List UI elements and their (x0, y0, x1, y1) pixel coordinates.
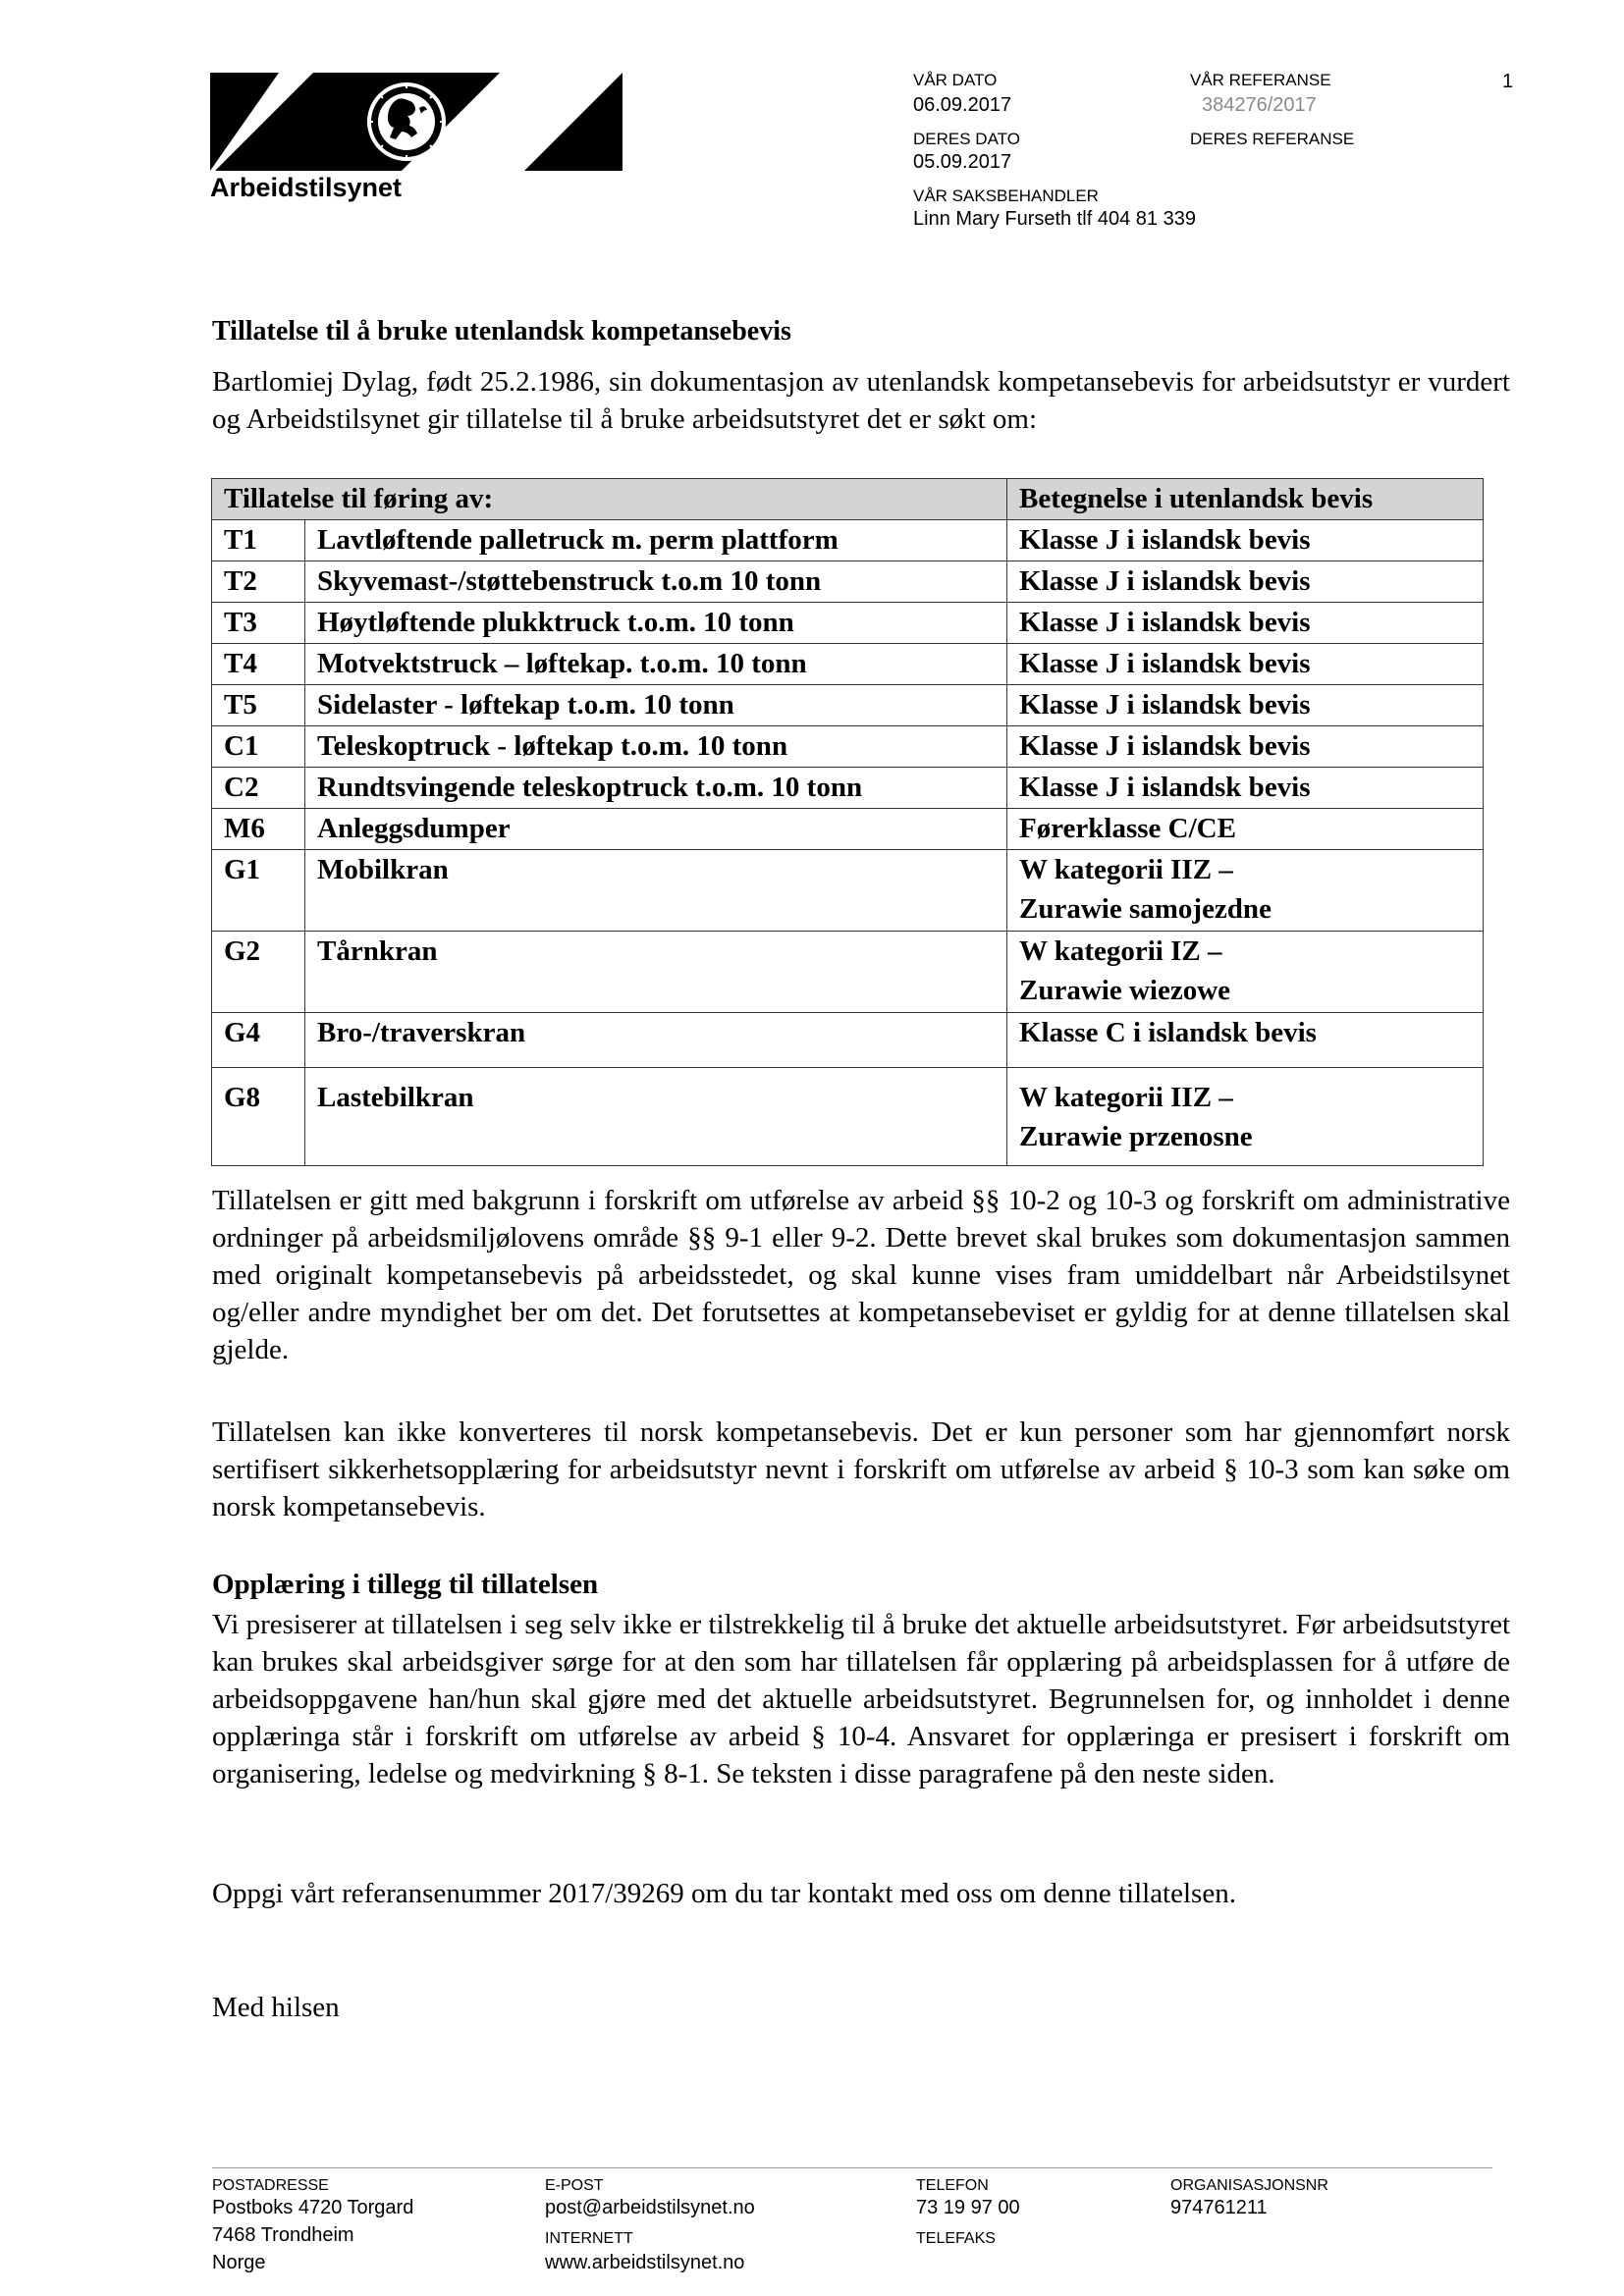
website-label: INTERNETT (545, 2230, 633, 2247)
equipment-description: Bro-/traverskran (305, 1013, 1007, 1068)
arbeidstilsynet-logo (210, 73, 623, 171)
table-row (212, 932, 1484, 1013)
certificate-line: Klasse J i islandsk bevis (1019, 772, 1311, 803)
our-date-label: VÅR DATO (913, 71, 998, 89)
equipment-code: M6 (212, 809, 305, 850)
equipment-description: Motvektstruck – løftekap. t.o.m. 10 tonn (305, 644, 1007, 685)
table-row (212, 603, 1484, 644)
table-row (212, 1013, 1484, 1068)
equipment-code: G4 (212, 1013, 305, 1068)
postal-address-label: POSTADRESSE (212, 2177, 329, 2194)
certificate-line: Klasse J i islandsk bevis (1019, 689, 1311, 721)
permit-table (211, 478, 1484, 1166)
page-number: 1 (1502, 71, 1514, 92)
equipment-description: Skyvemast-/støttebenstruck t.o.m 10 tonn (305, 561, 1007, 603)
equipment-description: Tårnkran (305, 932, 1007, 1013)
fax-label: TELEFAKS (916, 2230, 996, 2247)
legal-basis-paragraph: Tillatelsen er gitt med bakgrunn i forskrift om utførelse av arbeid §§ 10-2 og 10-3 og forskrift om administrative ordninger på arbeidsmiljølovens område §§ 9-1 eller 9-2. Dette brevet skal brukes som dokumentasjon sammen med originalt kompetansebevis på arbeidsstedet, og skal kunne vises fram umiddelbart når Arbeidstilsynet og/eller andre myndighet ber om det. Det forutsettes at kompetansebeviset er gyldig for at denne tillatelsen skal gjelde. (212, 1185, 1510, 1365)
table-row (212, 644, 1484, 685)
closing-greeting: Med hilsen (212, 1992, 340, 2023)
foreign-certificate (1007, 768, 1484, 809)
certificate-line: W kategorii IIZ – (1019, 854, 1233, 885)
postal-address-line: 7468 Trondheim (212, 2224, 354, 2246)
case-officer: Linn Mary Furseth tlf 404 81 339 (913, 208, 1196, 230)
table-row (212, 685, 1484, 726)
case-officer-label: VÅR SAKSBEHANDLER (913, 187, 1099, 205)
certificate-line: W kategorii IZ – (1019, 935, 1222, 967)
our-reference-label: VÅR REFERANSE (1190, 71, 1331, 89)
table-header-foreign-cert: Betegnelse i utenlandsk bevis (1007, 479, 1484, 520)
equipment-code: G8 (212, 1068, 305, 1166)
postal-address-line: Postboks 4720 Torgard (212, 2197, 414, 2218)
equipment-code: G2 (212, 932, 305, 1013)
our-reference: 384276/2017 (1202, 94, 1317, 116)
table-row (212, 809, 1484, 850)
certificate-line: Zurawie samojezdne (1019, 893, 1272, 925)
certificate-line: Førerklasse C/CE (1019, 813, 1236, 844)
equipment-code: T5 (212, 685, 305, 726)
certificate-line: Zurawie wiezowe (1019, 975, 1231, 1006)
foreign-certificate (1007, 520, 1484, 561)
equipment-description: Teleskoptruck - løftekap t.o.m. 10 tonn (305, 726, 1007, 768)
certificate-line: Klasse J i islandsk bevis (1019, 648, 1311, 679)
certificate-line: W kategorii IIZ – (1019, 1082, 1233, 1113)
certificate-line: Klasse C i islandsk bevis (1019, 1017, 1317, 1048)
email-link[interactable]: post@arbeidstilsynet.no (545, 2197, 755, 2218)
equipment-description: Mobilkran (305, 850, 1007, 932)
org-number-label: ORGANISASJONSNR (1170, 2177, 1328, 2194)
reference-paragraph: Oppgi vårt referansenummer 2017/39269 om du tar kontakt med oss om denne tillatelsen. (212, 1878, 1236, 1909)
letter-title: Tillatelse til å bruke utenlandsk kompetansebevis (212, 316, 791, 347)
certificate-line: Klasse J i islandsk bevis (1019, 730, 1311, 762)
phone-label: TELEFON (916, 2177, 989, 2194)
foreign-certificate (1007, 685, 1484, 726)
foreign-certificate (1007, 561, 1484, 603)
equipment-code: T4 (212, 644, 305, 685)
your-reference-label: DERES REFERANSE (1190, 130, 1355, 148)
equipment-code: T1 (212, 520, 305, 561)
equipment-description: Lavtløftende palletruck m. perm plattform (305, 520, 1007, 561)
table-row (212, 520, 1484, 561)
table-row (212, 768, 1484, 809)
table-row (212, 726, 1484, 768)
certificate-line: Klasse J i islandsk bevis (1019, 565, 1311, 597)
table-header-row (212, 479, 1484, 520)
your-date-label: DERES DATO (913, 130, 1020, 148)
foreign-certificate (1007, 726, 1484, 768)
org-name: Arbeidstilsynet (210, 173, 403, 202)
foreign-certificate (1007, 932, 1484, 1013)
equipment-code: C2 (212, 768, 305, 809)
certificate-line: Klasse J i islandsk bevis (1019, 607, 1311, 638)
equipment-code: T3 (212, 603, 305, 644)
foreign-certificate (1007, 644, 1484, 685)
table-header-permit: Tillatelse til føring av: (212, 479, 1007, 520)
equipment-description: Anleggsdumper (305, 809, 1007, 850)
conversion-paragraph: Tillatelsen kan ikke konverteres til norsk kompetansebevis. Det er kun personer som har gjennomført norsk sertifisert sikkerhetsopplæring for arbeidsutstyr nevnt i forskrift om utførelse av arbeid § 10-3 som kan søke om norsk kompetansebevis. (212, 1416, 1510, 1522)
foreign-certificate (1007, 1013, 1484, 1068)
certificate-line: Klasse J i islandsk bevis (1019, 524, 1311, 556)
equipment-code: C1 (212, 726, 305, 768)
your-date: 05.09.2017 (913, 151, 1012, 173)
website-link[interactable]: www.arbeidstilsynet.no (545, 2252, 745, 2273)
phone-number: 73 19 97 00 (916, 2197, 1020, 2218)
email-label: E-POST (545, 2177, 604, 2194)
table-row (212, 1068, 1484, 1166)
equipment-description: Sidelaster - løftekap t.o.m. 10 tonn (305, 685, 1007, 726)
equipment-code: T2 (212, 561, 305, 603)
foreign-certificate (1007, 1068, 1484, 1166)
equipment-code: G1 (212, 850, 305, 932)
foreign-certificate (1007, 603, 1484, 644)
foreign-certificate (1007, 809, 1484, 850)
table-row (212, 850, 1484, 932)
intro-paragraph: Bartlomiej Dylag, født 25.2.1986, sin dokumentasjon av utenlandsk kompetansebevis for arbeidsutstyr er vurdert og Arbeidstilsynet gir tillatelse til å bruke arbeidsutstyret det er søkt om: (212, 366, 1510, 435)
table-row (212, 561, 1484, 603)
footer-divider (212, 2167, 1492, 2168)
postal-address-line: Norge (212, 2252, 266, 2273)
equipment-description: Høytløftende plukktruck t.o.m. 10 tonn (305, 603, 1007, 644)
equipment-description: Rundtsvingende teleskoptruck t.o.m. 10 tonn (305, 768, 1007, 809)
our-date: 06.09.2017 (913, 94, 1012, 116)
org-number: 974761211 (1170, 2197, 1268, 2218)
certificate-line: Zurawie przenosne (1019, 1121, 1253, 1152)
training-paragraph: Vi presiserer at tillatelsen i seg selv ikke er tilstrekkelig til å bruke det aktuelle arbeidsutstyret. Før arbeidsutstyret kan brukes skal arbeidsgiver sørge for at den som har tillatelsen får opplæring på arbeidsplassen for å utføre de arbeidsoppgavene han/hun skal gjøre med det aktuelle arbeidsutstyret. Begrunnelsen for, og innholdet i denne opplæringa står i forskrift om utførelse av arbeid § 10-4. Ansvaret for opplæringa er presisert i forskrift om organisering, ledelse og medvirkning § 8-1. Se teksten i disse paragrafene på den neste siden. (212, 1609, 1510, 1789)
equipment-description: Lastebilkran (305, 1068, 1007, 1166)
section-heading: Opplæring i tillegg til tillatelsen (212, 1569, 599, 1600)
foreign-certificate (1007, 850, 1484, 932)
